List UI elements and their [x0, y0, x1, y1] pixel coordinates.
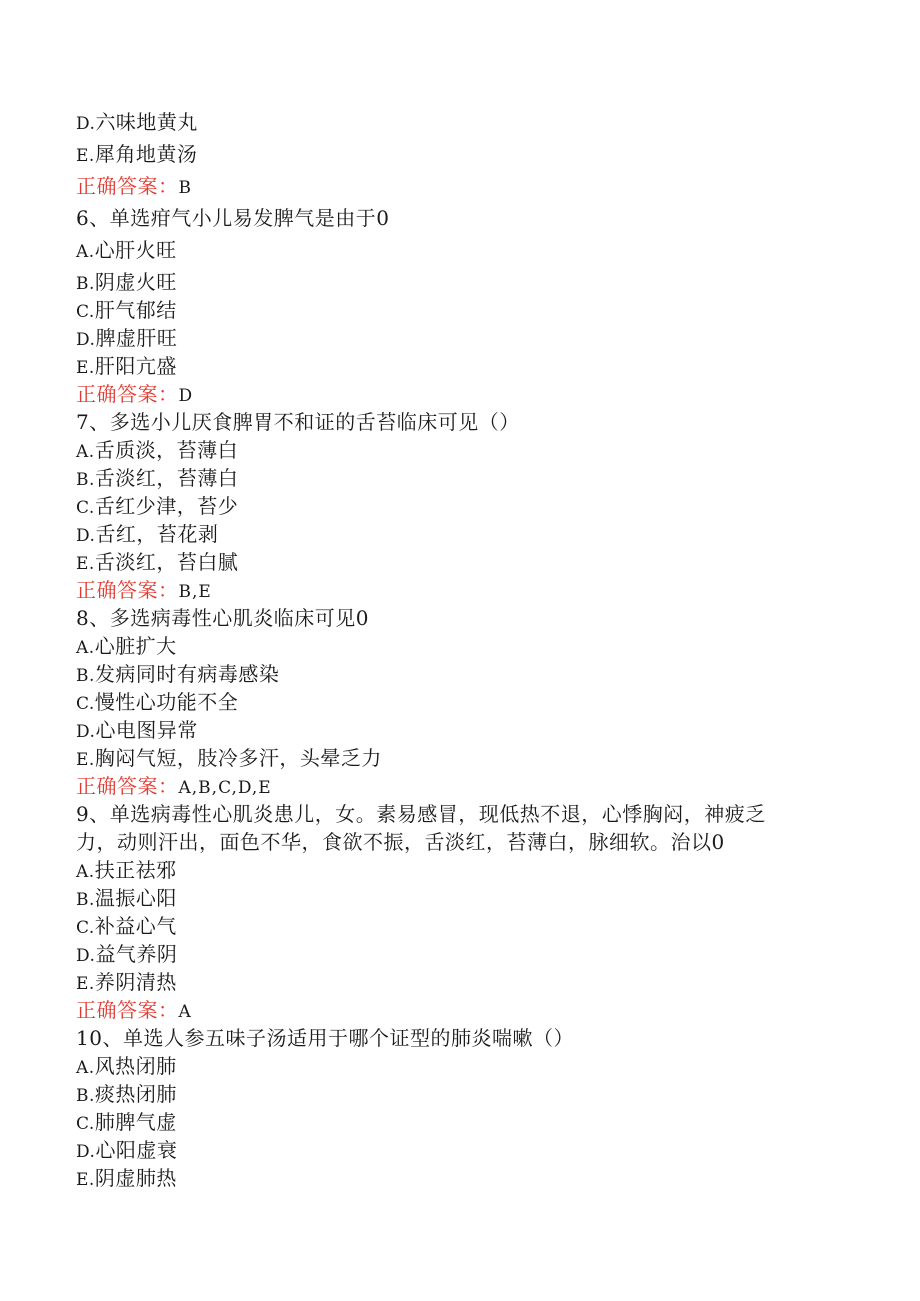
option-e: E.阴虚肺热 — [76, 1166, 177, 1190]
option-d: D.心电图异常 — [76, 718, 198, 742]
option-e: E.肝阳亢盛 — [76, 354, 177, 378]
answer-line: 正确答案：B,E — [76, 578, 212, 602]
question-stem: 8、多选病毒性心肌炎临床可见0 — [76, 606, 369, 630]
question-stem: 6、单选疳气小儿易发脾气是由于0 — [76, 206, 390, 230]
answer-line: 正确答案：D — [76, 382, 194, 406]
option-a: A.扶正祛邪 — [76, 858, 177, 882]
option-a: A.心肝火旺 — [76, 238, 177, 262]
option-a: A.舌质淡，苔薄白 — [76, 438, 239, 462]
option-a: A.风热闭肺 — [76, 1054, 177, 1078]
option-d: D.舌红，苔花剥 — [76, 522, 219, 546]
question-stem: 9、单选病毒性心肌炎患儿，女。素易感冒，现低热不退，心悸胸闷，神疲乏 — [76, 802, 766, 826]
option-e: E.犀角地黄汤 — [76, 142, 198, 166]
option-b: B.痰热闭肺 — [76, 1082, 177, 1106]
option-c: C.舌红少津，苔少 — [76, 494, 239, 518]
question-stem: 10、单选人参五味子汤适用于哪个证型的肺炎喘嗽（） — [76, 1026, 574, 1050]
option-a: A.心脏扩大 — [76, 634, 177, 658]
option-c: C.肝气郁结 — [76, 298, 177, 322]
answer-line: 正确答案：B — [76, 174, 192, 198]
option-b: B.阴虚火旺 — [76, 270, 177, 294]
option-d: D.六味地黄丸 — [76, 110, 198, 134]
option-c: C.慢性心功能不全 — [76, 690, 239, 714]
document-page — [76, 108, 816, 1192]
option-c: C.补益心气 — [76, 914, 177, 938]
question-stem: 7、多选小儿厌食脾胃不和证的舌苔临床可见（） — [76, 410, 520, 434]
option-d: D.脾虚肝旺 — [76, 326, 178, 350]
option-e: E.养阴清热 — [76, 970, 177, 994]
question-stem-continued: 力，动则汗出，面色不华，食欲不振，舌淡红，苔薄白，脉细软。治以0 — [76, 830, 725, 854]
answer-line: 正确答案：A,B,C,D,E — [76, 774, 272, 798]
option-e: E.舌淡红，苔白腻 — [76, 550, 239, 574]
option-d: D.益气养阴 — [76, 942, 178, 966]
option-c: C.肺脾气虚 — [76, 1110, 177, 1134]
option-d: D.心阳虚衰 — [76, 1138, 178, 1162]
option-b: B.温振心阳 — [76, 886, 177, 910]
option-e: E.胸闷气短，肢冷多汗，头晕乏力 — [76, 746, 382, 770]
answer-line: 正确答案：A — [76, 998, 192, 1022]
option-b: B.舌淡红，苔薄白 — [76, 466, 239, 490]
option-b: B.发病同时有病毒感染 — [76, 662, 280, 686]
